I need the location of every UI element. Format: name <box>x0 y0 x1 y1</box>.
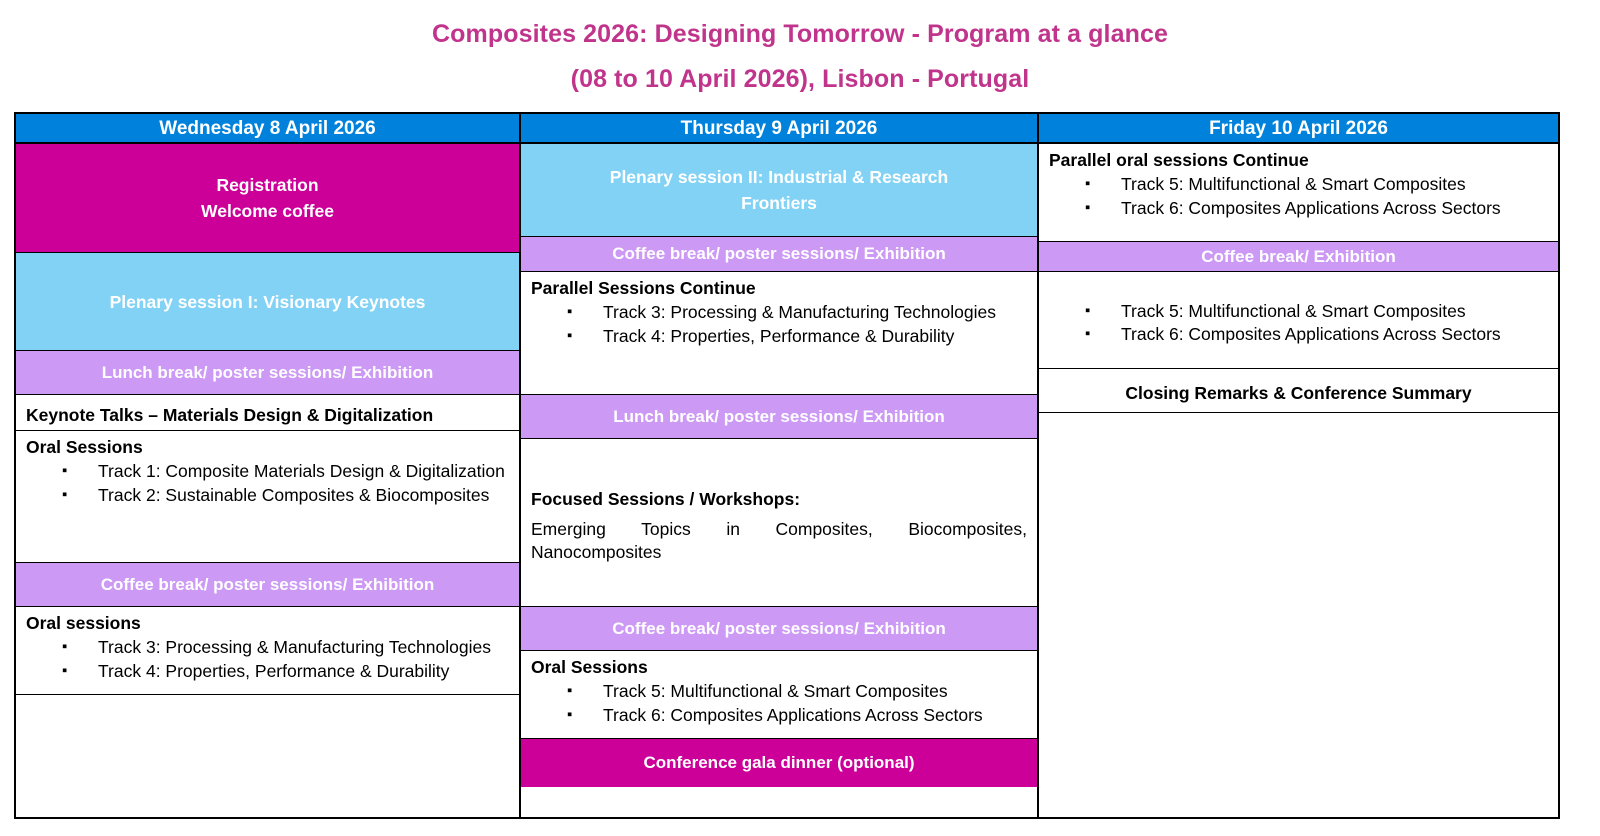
plenary-1-label: Plenary session I: Visionary Keynotes <box>109 291 426 312</box>
wed-oral-track-list <box>22 460 513 507</box>
cell-wed-empty <box>16 695 519 747</box>
cell-thu-coffee-break-afternoon[interactable] <box>521 607 1037 651</box>
list-item[interactable] <box>62 636 511 660</box>
track-label: Track 2: Sustainable Composites & Biocomposites <box>98 484 490 505</box>
cell-parallel-sessions-continue[interactable] <box>521 272 1037 395</box>
cell-fri-parallel-oral-continue[interactable] <box>1039 144 1558 242</box>
plenary-2-banner <box>527 146 1031 234</box>
gala-dinner-label: Conference gala dinner (optional) <box>643 753 915 772</box>
day-header-thursday: Thursday 9 April 2026 <box>521 114 1037 144</box>
fri-parallel-oral-content <box>1045 146 1552 242</box>
plenary-2-line-2: Frontiers <box>741 193 817 213</box>
cell-fri-empty <box>1039 413 1558 739</box>
track-label: Track 5: Multifunctional & Smart Composites <box>603 681 948 701</box>
registration-line-2: Welcome coffee <box>201 201 334 221</box>
fri-oral-sessions-content <box>1045 274 1552 369</box>
page-title-line-2: (08 to 10 April 2026), Lisbon - Portugal <box>570 65 1030 93</box>
cell-plenary-session-1[interactable] <box>16 253 519 351</box>
wed-oral-sessions-content <box>22 433 513 563</box>
wed-oral-sessions-heading: Oral Sessions <box>26 437 143 457</box>
cell-focused-sessions[interactable] <box>521 439 1037 607</box>
day-header-friday: Friday 10 April 2026 <box>1039 114 1558 144</box>
cell-thu-oral-sessions[interactable] <box>521 651 1037 739</box>
day-column-friday <box>1039 114 1558 817</box>
page-title-block <box>0 0 1600 102</box>
list-item[interactable] <box>567 325 1029 349</box>
cell-thu-coffee-break-morning[interactable] <box>521 237 1037 272</box>
track-label: Track 6: Composites Applications Across Sectors <box>1121 197 1501 218</box>
cell-registration[interactable] <box>16 144 519 253</box>
registration-line-1: Registration <box>216 175 319 195</box>
thu-oral-sessions-heading: Oral Sessions <box>531 657 648 677</box>
track-label: Track 3: Processing & Manufacturing Technologies <box>98 637 491 657</box>
wed-coffee-break-label: Coffee break/ poster sessions/ Exhibition <box>100 574 435 594</box>
track-label: Track 4: Properties, Performance & Durability <box>603 325 955 346</box>
track-label: Track 3: Processing & Manufacturing Technologies <box>603 302 996 322</box>
cell-thu-lunch-break[interactable] <box>521 395 1037 439</box>
cell-wed-coffee-break[interactable] <box>16 563 519 607</box>
cell-wed-oral-sessions-afternoon[interactable] <box>16 607 519 695</box>
cell-closing-remarks[interactable] <box>1039 369 1558 413</box>
cell-wed-oral-sessions-morning[interactable] <box>16 431 519 563</box>
fri-parallel-oral-track-list <box>1045 173 1552 220</box>
list-item[interactable] <box>567 704 1029 728</box>
list-item[interactable] <box>62 460 511 484</box>
track-label: Track 6: Composites Applications Across Sectors <box>603 704 983 725</box>
parallel-sessions-heading: Parallel Sessions Continue <box>531 278 756 298</box>
list-item[interactable] <box>1085 173 1550 197</box>
list-item[interactable] <box>62 660 511 684</box>
wed-oral-sessions-pm-heading: Oral sessions <box>26 613 141 633</box>
track-label: Track 1: Composite Materials Design & Digitalization <box>98 461 505 481</box>
cell-wed-lunch-break[interactable] <box>16 351 519 395</box>
thu-coffee-break-pm-label: Coffee break/ poster sessions/ Exhibition <box>612 618 946 638</box>
track-label: Track 5: Multifunctional & Smart Composites <box>1121 174 1466 194</box>
focused-sessions-content <box>527 441 1031 607</box>
cell-fri-coffee-break[interactable] <box>1039 242 1558 272</box>
list-item[interactable] <box>567 301 1029 325</box>
list-item[interactable] <box>567 680 1029 704</box>
keynote-talks-content <box>22 397 513 431</box>
thu-lunch-break-label: Lunch break/ poster sessions/ Exhibition <box>613 406 945 426</box>
thu-oral-track-list <box>527 680 1031 727</box>
focused-sessions-heading: Focused Sessions / Workshops: <box>531 488 801 509</box>
fri-parallel-oral-heading: Parallel oral sessions Continue <box>1049 150 1309 170</box>
closing-remarks-heading: Closing Remarks & Conference Summary <box>1125 382 1472 403</box>
track-label: Track 5: Multifunctional & Smart Composites <box>1121 300 1466 321</box>
day-header-wednesday: Wednesday 8 April 2026 <box>16 114 519 144</box>
closing-remarks-content <box>1045 371 1552 413</box>
list-item[interactable] <box>1085 300 1550 324</box>
track-label: Track 6: Composites Applications Across Sectors <box>1121 324 1501 344</box>
day-column-thursday <box>521 114 1039 817</box>
track-label: Track 4: Properties, Performance & Durability <box>98 660 450 681</box>
registration-banner <box>22 146 513 250</box>
list-item[interactable] <box>1085 197 1550 221</box>
plenary-1-banner <box>22 255 513 348</box>
cell-gala-dinner[interactable] <box>521 739 1037 787</box>
cell-keynote-talks[interactable] <box>16 395 519 431</box>
wed-oral-sessions-pm-content <box>22 609 513 695</box>
focused-sessions-paragraph: Emerging Topics in Composites, Biocomposites, Nanocomposites <box>531 518 1027 562</box>
thu-coffee-break-am-label: Coffee break/ poster sessions/ Exhibition <box>612 244 946 263</box>
wed-lunch-break-label: Lunch break/ poster sessions/ Exhibition <box>101 362 434 382</box>
list-item[interactable] <box>1085 323 1550 347</box>
fri-oral-track-list <box>1045 300 1552 347</box>
fri-coffee-break-label: Coffee break/ Exhibition <box>1201 246 1396 266</box>
wed-oral-pm-track-list <box>22 636 513 683</box>
program-schedule-table <box>14 112 1560 819</box>
page-title-line-1: Composites 2026: Designing Tomorrow - Program at a glance <box>432 20 1168 48</box>
day-column-wednesday <box>16 114 521 817</box>
list-item[interactable] <box>62 484 511 508</box>
cell-plenary-session-2[interactable] <box>521 144 1037 237</box>
cell-fri-oral-sessions[interactable] <box>1039 272 1558 369</box>
keynote-talks-heading: Keynote Talks – Materials Design & Digitalization <box>26 404 434 425</box>
parallel-sessions-track-list <box>527 301 1031 348</box>
thu-oral-sessions-content <box>527 653 1031 739</box>
parallel-sessions-content <box>527 274 1031 395</box>
plenary-2-line-1: Plenary session II: Industrial & Research <box>609 167 949 187</box>
